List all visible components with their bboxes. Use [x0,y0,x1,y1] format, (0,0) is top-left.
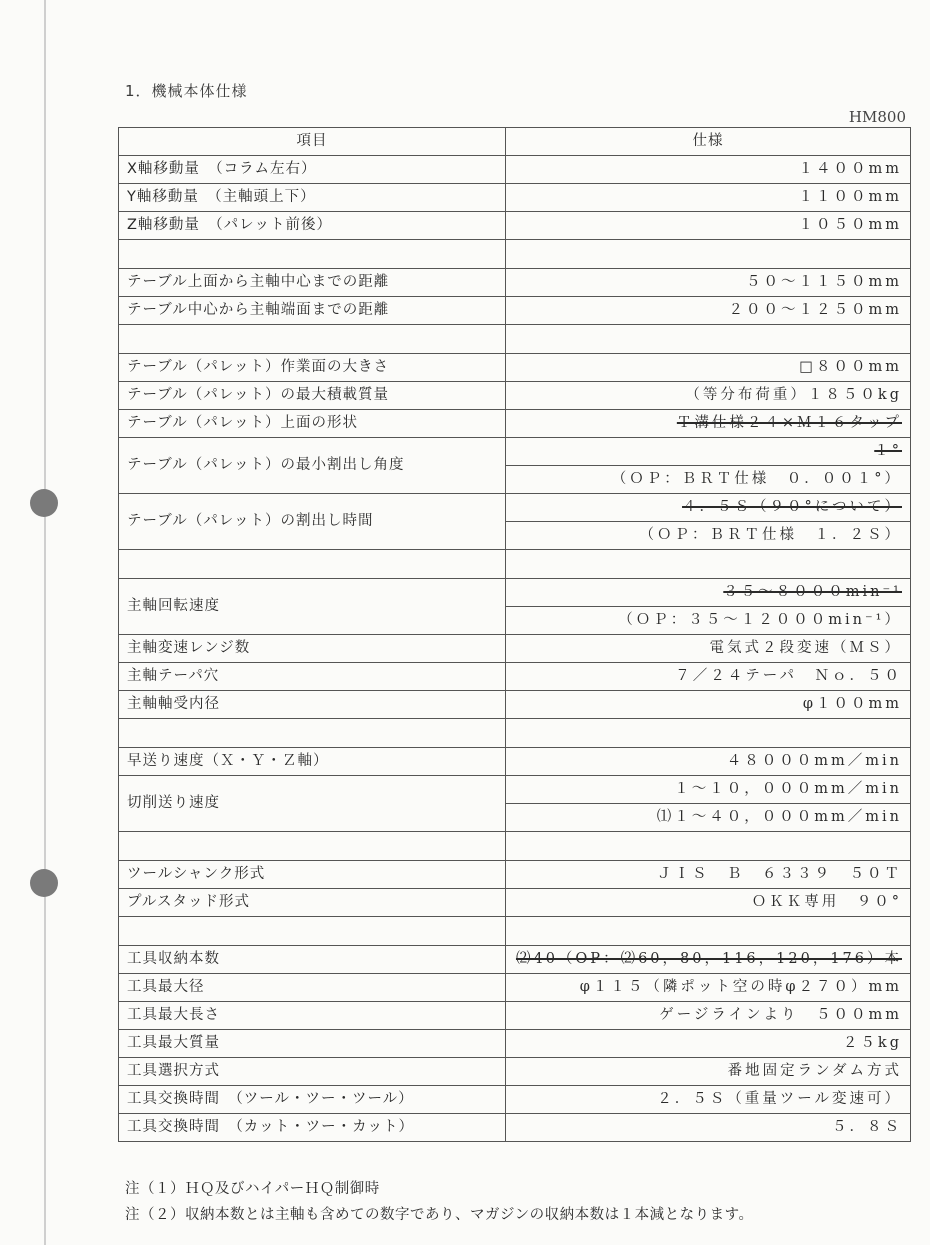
table-row [119,946,911,974]
punch-hole [30,489,58,517]
table-row [119,579,911,607]
spec-item: テーブル（パレット）の割出し時間 [119,494,506,550]
blank-row [119,719,911,748]
blank-cell [119,832,506,861]
blank-cell [119,719,506,748]
table-row [119,889,911,917]
table-row [119,635,911,663]
table-row [119,410,911,438]
spec-item: 切削送り速度 [119,776,506,832]
table-row [119,776,911,804]
spec-value: ＪＩＳ Ｂ ６３３９ ５０Ｔ [506,861,911,889]
blank-row [119,325,911,354]
blank-cell [506,550,911,579]
spec-value: 番地固定ランダム方式 [506,1058,911,1086]
table-row [119,1114,911,1142]
spec-value: （ＯＰ：ＢＲＴ仕様 １．２Ｓ） [506,522,911,550]
blank-cell [506,719,911,748]
note-2: 注（２）収納本数とは主軸も含めての数字であり、マガジンの収納本数は１本減となります。 [125,1207,754,1223]
notes [125,1176,753,1228]
table-row [119,354,911,382]
struck-text: ４．５Ｓ（９０°について） [682,499,902,515]
table-row [119,184,911,212]
spec-value [506,410,911,438]
spec-item: 工具最大長さ [119,1002,506,1030]
spec-item: 主軸変速レンジ数 [119,635,506,663]
spec-item: 工具交換時間 （カット・ツー・カット） [119,1114,506,1142]
spec-value: 電気式２段変速（ＭＳ） [506,635,911,663]
spec-value: ５．８Ｓ [506,1114,911,1142]
spec-value: ５０～１１５０mm [506,269,911,297]
spec-item: プルスタッド形式 [119,889,506,917]
table-row [119,382,911,410]
struck-text: ⑵40（OP：⑵60，80，116，120，176）本 [515,951,902,967]
table-row [119,861,911,889]
table-row [119,1030,911,1058]
table-header-row [119,128,911,156]
spec-item: 工具最大径 [119,974,506,1002]
spec-value [506,494,911,522]
spec-value: ４８０００mm／min [506,748,911,776]
note-1: 注（１）ＨＱ及びハイパーＨＱ制御時 [125,1181,380,1197]
model-label: HM800 [848,108,906,126]
spec-item: 工具交換時間 （ツール・ツー・ツール） [119,1086,506,1114]
spec-value [506,438,911,466]
spec-item: 主軸軸受内径 [119,691,506,719]
spec-item: 工具選択方式 [119,1058,506,1086]
spec-item: テーブル（パレット）作業面の大きさ [119,354,506,382]
struck-text: Ｔ溝仕様２４×Ｍ１６タップ [676,415,902,431]
spec-item: テーブル中心から主軸端面までの距離 [119,297,506,325]
blank-row [119,917,911,946]
spec-value: １～１０，０００mm／min [506,776,911,804]
header-item: 項目 [119,128,506,156]
table-row [119,663,911,691]
spec-value: １１００mm [506,184,911,212]
section-title: 1．機械本体仕様 [125,82,248,100]
spec-value [506,579,911,607]
spec-item: テーブル（パレット）の最大積載質量 [119,382,506,410]
spec-value: ＯＫＫ専用 ９０° [506,889,911,917]
spec-value: ２．５Ｓ（重量ツール変速可） [506,1086,911,1114]
table-row [119,748,911,776]
spec-item: Y軸移動量 （主軸頭上下） [119,184,506,212]
table-row [119,494,911,522]
table-row [119,974,911,1002]
spec-item: 工具最大質量 [119,1030,506,1058]
blank-cell [119,550,506,579]
punch-hole [30,869,58,897]
table-row [119,1002,911,1030]
table-row [119,691,911,719]
binding-edge-line [44,0,46,1245]
spec-table [118,127,911,1142]
header-spec: 仕様 [506,128,911,156]
spec-item: テーブル（パレット）の最小割出し角度 [119,438,506,494]
spec-value [506,946,911,974]
table-row [119,156,911,184]
spec-item: 早送り速度（Ｘ・Ｙ・Ｚ軸） [119,748,506,776]
spec-value: （ＯＰ：ＢＲＴ仕様 ０．００１°） [506,466,911,494]
blank-row [119,550,911,579]
spec-item: ツールシャンク形式 [119,861,506,889]
table-row [119,1086,911,1114]
table-row [119,438,911,466]
spec-value: ⑴１～４０，０００mm／min [506,804,911,832]
spec-value: ２００～１２５０mm [506,297,911,325]
spec-value: （等分布荷重）１８５０kg [506,382,911,410]
spec-item: 主軸回転速度 [119,579,506,635]
struck-text: ３５～８０００min⁻¹ [723,584,902,600]
table-row [119,1058,911,1086]
spec-value: ２５kg [506,1030,911,1058]
spec-value: ゲージラインより ５００mm [506,1002,911,1030]
spec-value: （ＯＰ：３５～１２０００min⁻¹） [506,607,911,635]
blank-cell [506,240,911,269]
table-row [119,269,911,297]
spec-value: □８００mm [506,354,911,382]
spec-value: φ１１５（隣ポット空の時φ２７０）mm [506,974,911,1002]
spec-value: ７／２４テーパ Ｎｏ．５０ [506,663,911,691]
blank-cell [119,325,506,354]
spec-value: φ１００mm [506,691,911,719]
blank-cell [119,917,506,946]
blank-cell [506,917,911,946]
spec-item: 主軸テーパ穴 [119,663,506,691]
table-row [119,297,911,325]
spec-item: 工具収納本数 [119,946,506,974]
spec-item: Z軸移動量 （パレット前後） [119,212,506,240]
struck-text: １° [874,443,902,459]
table-row [119,212,911,240]
blank-cell [506,832,911,861]
blank-row [119,240,911,269]
spec-item: テーブル上面から主軸中心までの距離 [119,269,506,297]
blank-cell [119,240,506,269]
blank-cell [506,325,911,354]
spec-item: テーブル（パレット）上面の形状 [119,410,506,438]
spec-item: X軸移動量 （コラム左右） [119,156,506,184]
blank-row [119,832,911,861]
spec-value: １０５０mm [506,212,911,240]
spec-value: １４００mm [506,156,911,184]
